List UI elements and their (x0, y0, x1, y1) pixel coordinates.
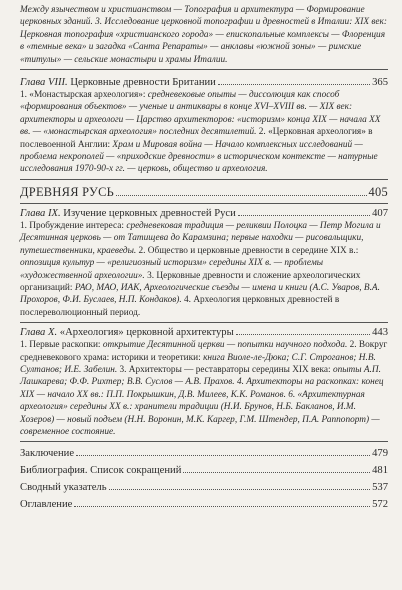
leader-dots (183, 472, 370, 473)
divider (20, 322, 388, 323)
page-number: 407 (372, 207, 388, 219)
leader-dots (236, 334, 370, 335)
chapter-8-title: Глава VIII. Церковные древности Британии (20, 77, 216, 89)
chapter-10-line (20, 326, 388, 339)
chapter-8-contents: 1. «Монастырская археология»: средневековые опыты — диссолюция как способ «формирования объектов» — ученые и антиквары в конце XVI–XVIII вв. — XIX век: архитекторы и археологи — Царство архитекторов: «историзм» конца XIX — начала XX вв. — «монастырская археология» последних десятилетий. 2. «Церковная археология» в послевоенной Англии: Храм и Мировая война — Начало комплексных исследований — проблема некрополей — «приходские древности» в историческом контексте — натурные исследования 1970-90-х гг. — церковь, общество и археология. (20, 90, 381, 175)
leader-dots (116, 195, 366, 196)
chapter-9-title: Глава IX. Изучение церковных древностей Руси (20, 207, 236, 219)
leader-dots (238, 215, 370, 216)
chapter-8-line (20, 76, 388, 89)
contents-title: Оглавление (20, 499, 73, 511)
chapter-9-line (20, 207, 388, 220)
part-title: ДРЕВНЯЯ РУСЬ (20, 184, 115, 199)
conclusion-line (20, 447, 388, 460)
part-line (20, 185, 388, 200)
page-number: 405 (368, 184, 388, 199)
chapter-10-contents: 1. Первые раскопки: открытие Десятинной церкви — попытки научного подхода. 2. Вокруг средневекового храма: историки и теоретики: книга Виоле-ле-Дюка; С.Г. Строганов; Н.В. Султанов; И.Е. Забелин. 3. Архитекторы — реставраторы середины XIX века: опыты А.П. Лашкарева; Ф.Ф. Рихтер; В.В. Суслов — А.В. Прахов. 4. Архитекторы на раскопках: конец XIX — начало XX вв.: П.П. Покрышкин, Д.В. Милеев, К.К. Романов. 6. «Архитектурная археология» середины XX в.: хранители традиции (Н.И. Брунов, Н.Б. Бакланов, И.М. Хозеров) — новый подъем (Н.Н. Воронин, М.К. Каргер, Г.М. Штендер, П.А. Раппопорт) — современное состояние. (20, 340, 388, 437)
leader-dots (76, 455, 370, 456)
page-number: 443 (372, 327, 388, 339)
divider (20, 203, 388, 204)
page-number: 537 (372, 482, 388, 494)
divider (20, 69, 388, 70)
index-line (20, 481, 388, 494)
page-number: 481 (372, 465, 388, 477)
bibliography-line (20, 464, 388, 477)
text: Между язычеством и христианством — Топография и архитектура — Формирование церковных зданий. 3. Исследование церковной топографии и древностей в Италии: XIX век: Церковная топография «христианского города» — епископальные комплексы — Флоренция в «темные века» и загадка «Санта Репараты» — анклавы «южной зоны» — римские «титулы» — сельские монастыри и храмы Италии. (20, 5, 387, 65)
index-title: Сводный указатель (20, 482, 107, 494)
chapter-10-title: Глава X. «Археология» церковной архитектуры (20, 327, 234, 339)
page-number: 479 (372, 448, 388, 460)
page-number: 365 (372, 77, 388, 89)
section-7-tail (20, 0, 388, 66)
contents-line (20, 498, 388, 511)
leader-dots (109, 489, 371, 490)
bibliography-title: Библиография. Список сокращений (20, 465, 182, 477)
divider (20, 441, 388, 442)
leader-dots (74, 506, 370, 507)
conclusion-title: Заключение (20, 448, 75, 460)
page-number: 572 (372, 499, 388, 511)
chapter-9-contents: 1. Пробуждение интереса: средневековая традиция — реликвии Полоцка — Петр Могила и Десятинная церковь — от Татищева до Карамзина; первые находки — рисовальщики, путешественники, краеведы. 2. Общество и церковные древности в середине XIX в.: оппозиция культур — «религиозный историзм» середины XIX в. — проблемы «художественной археологии». 3. Церковные древности и сложение археологических организаций: РАО, МАО, ИАК, Археологические съезды — имена и книги (А.С. Уваров, В.А. Прохоров, Ф.И. Буслаев, Н.П. Кондаков). 4. Археология церковных древностей в послереволюционный период. (20, 220, 381, 318)
leader-dots (218, 84, 370, 85)
divider (20, 179, 388, 180)
